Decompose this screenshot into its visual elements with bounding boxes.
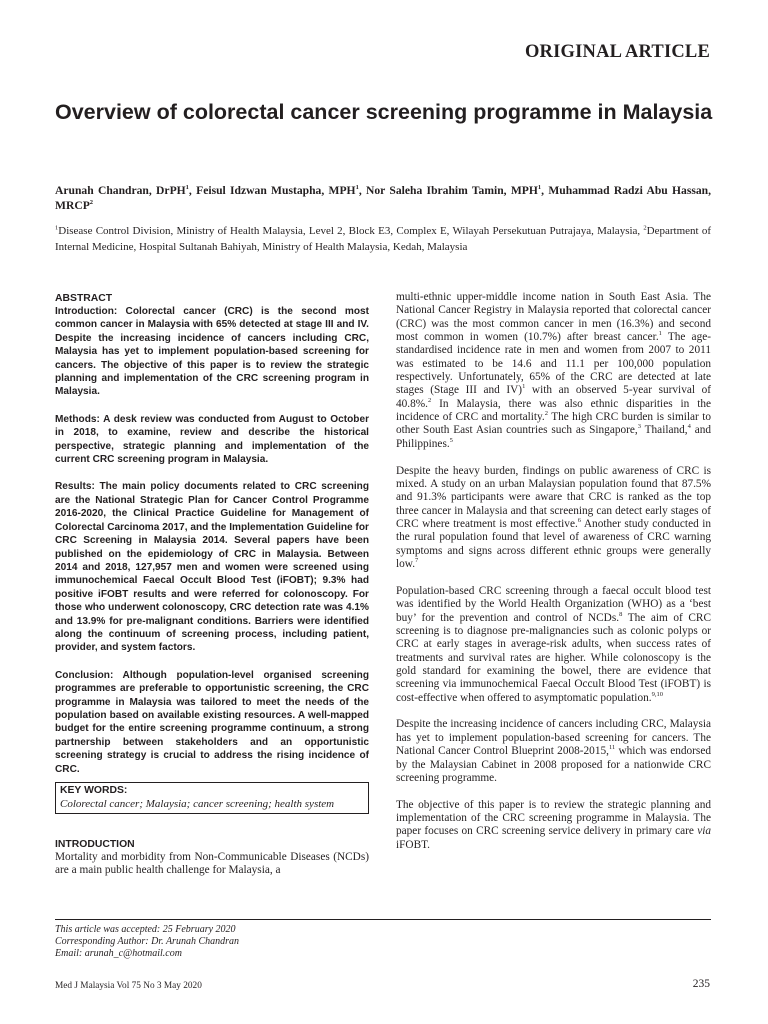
email-note: Email: arunah_c@hotmail.com (55, 948, 182, 960)
keywords-heading: KEY WORDS: (60, 785, 128, 796)
article-title: Overview of colorectal cancer screening programme in Malaysia (55, 100, 713, 124)
accepted-date-note: This article was accepted: 25 February 2020 (55, 924, 236, 935)
abstract-methods: Methods: A desk review was conducted from August to October in 2018, to examine, review and describe the historical perspective, strategic planning and implementation of the current CRC screening program in Malaysia. (55, 413, 369, 466)
journal-citation: Med J Malaysia Vol 75 No 3 May 2020 (55, 981, 202, 991)
author-name: Nor Saleha Ibrahim Tamin, MPH (366, 184, 538, 197)
abstract-introduction: Introduction: Colorectal cancer (CRC) is the second most common cancer in Malaysia with 65% detected at stage III and IV. Despite the increasing incidence of cancers including CRC, Malaysia has yet to implement population-based screening for cancers. The objective of this paper is to review the strategic planning and implementation of the CRC screening program in Malaysia. (55, 306, 369, 398)
introduction-heading: INTRODUCTION (55, 839, 135, 850)
citation-ref: 1 (522, 383, 526, 391)
affiliation-text: Disease Control Division, Ministry of Health Malaysia, Level 2, Block E3, Complex E, Wilayah Persekutuan Putrajaya, Malaysia, (58, 225, 644, 237)
author-affiliation-marker: 1 (537, 184, 542, 192)
citation-ref: 9,10 (651, 690, 663, 698)
citation-ref: 5 (449, 437, 453, 445)
left-column (55, 292, 369, 891)
affiliation-text: Department of Internal Medicine, Hospital Sultanah Bahiyah, Ministry of Health Malaysia, Kedah, Malaysia (55, 225, 711, 253)
citation-ref: 4 (687, 423, 691, 431)
section-label: ORIGINAL ARTICLE (524, 42, 710, 62)
body-paragraph: The objective of this paper is to review the strategic planning and implementation of the CRC screening programme in Malaysia. The paper focuses on CRC screening service delivery in primary care via iFOBT. (396, 798, 711, 851)
body-paragraph: Despite the heavy burden, findings on public awareness of CRC is mixed. A study on an urban Malaysian population found that 87.5% and 91.3% participants were aware that CRC is ranked as the top three cancer in Malaysia and that screening can detect early stages of CRC where treatment is most effective.$^6$ Another study conducted in the rural population found that level of awareness of CRC warning symptoms and signs across different ethnic groups were generally low.$^7$ (396, 464, 711, 571)
keywords-text: Colorectal cancer; Malaysia; cancer screening; health system (60, 798, 335, 810)
citation-ref: 2 (544, 410, 548, 418)
abstract-conclusion: Conclusion: Although population-level organised screening programmes are preferable to opportunistic screening, the CRC programme in Malaysia was tailored to meet the needs of the population based on available existing resources. A well-mapped budget for the entire screening programme continuum, a strong partnership between stakeholders and an opportunistic screening strategy is crucial to address the rising incidence of CRC. (55, 669, 369, 775)
body-paragraph: Despite the increasing incidence of cancers including CRC, Malaysia has yet to implement population-based screening for cancers. The National Cancer Control Blueprint 2008-2015,11 which was endorsed by the Malaysian Cabinet in 2008 proposed for a nationwide CRC screening programme. (396, 718, 711, 784)
citation-ref: 3 (637, 423, 641, 431)
author-affiliation-marker: 2 (89, 199, 94, 207)
body-paragraph: Population-based CRC screening through a faecal occult blood test was identified by the World Health Organization (WHO) as a ‘best buy’ for the prevention and control of NCDs.$^8$ The aim of CRC screening is to diagnose pre-malignancies such as colonic polyps or CRC at early stages in average-risk adults, when success rates of treatments and survival rates are higher. While colonoscopy is the gold standard for examining the bowel, there are evidence that screening via immunochemical Faecal Occult Blood Test (iFOBT) is cost-effective when offered to asymptomatic population.$^{9,10}$ (396, 584, 711, 704)
abstract-heading: ABSTRACT (55, 293, 113, 304)
citation-ref: 6 (577, 517, 582, 525)
italic-text: via (697, 825, 711, 838)
right-column (396, 291, 711, 866)
keywords-box (55, 782, 369, 814)
citation-ref: 8 (619, 610, 623, 618)
page-number: 235 (692, 978, 710, 990)
affiliation-number: 1 (55, 224, 59, 232)
footnote-divider (55, 919, 711, 920)
corresponding-author-note: Corresponding Author: Dr. Arunah Chandran (55, 936, 240, 948)
citation-ref: 2 (428, 396, 432, 404)
abstract-results: Results: The main policy documents related to CRC screening are the National Strategic Plan for Cancer Control Programme 2016-2020, the Clinical Practice Guideline for Management of Colorectal Carcinoma 2017, and the Implementation Guideline for CRC Screening in Malaysia 2014. Several papers have been published on the epidemiology of CRC in Malaysia. Between 2014 and 2018, 127,957 men and women were screened using immunochemical Faecal Occult Blood Test (iFOBT); 9.3% had positive iFOBT results and were referred for colonoscopy. For those who underwent colonoscopy, CRC detection rate was 4.1% and 13.9% for pre-malignant conditions. Barriers were identified along the continuum of screening process, including patient, provider, and system factors. (55, 481, 369, 654)
citation-ref: 1 (658, 330, 662, 338)
author-name: Feisul Idzwan Mustapha, MPH (196, 184, 356, 197)
footnotes (55, 924, 239, 961)
author-name: Muhammad Radzi Abu Hassan, MRCP (55, 184, 712, 212)
affiliations (55, 224, 711, 255)
author-name: Arunah Chandran, DrPH (55, 184, 186, 197)
citation-ref: 7 (415, 557, 419, 565)
author-affiliation-marker: 1 (185, 184, 189, 192)
author-affiliation-marker: 1 (355, 184, 359, 192)
author-list: Arunah Chandran, DrPH$^1$, Feisul Idzwan Mustapha, MPH$^1$, Nor Saleha Ibrahim Tamin, MPH$^1$, Muhammad Radzi Abu Hassan, MRCP$^2$ (55, 184, 712, 212)
citation-ref: 11 (608, 744, 616, 752)
introduction-paragraph: Mortality and morbidity from Non-Communicable Diseases (NCDs) are a main public health challenge for Malaysia, a (55, 851, 369, 877)
affiliation-number: 2 (643, 224, 647, 232)
body-paragraph: multi-ethnic upper-middle income nation in South East Asia. The National Cancer Registry in Malaysia reported that colorectal cancer (CRC) was the most common cancer in men (16.3%) and second most common in women (10.7%) after breast cancer.$^1$ The age-standardised incidence rate in men and women from 2007 to 2011 was estimated to be 14.6 and 11.1 per 100,000 population respectively. Unfortunately, 65% of the CRC are detected at late stages (Stage III and IV)$^1$ with an observed 5-year survival of 40.8%.$^2$ In Malaysia, there was also ethnic disparities in the incidence of CRC and mortality.$^2$ The high CRC burden is similar to other South East Asian countries such as Singapore,$^3$ Thailand,$^4$ and Philippines.$^5$ (396, 291, 712, 450)
